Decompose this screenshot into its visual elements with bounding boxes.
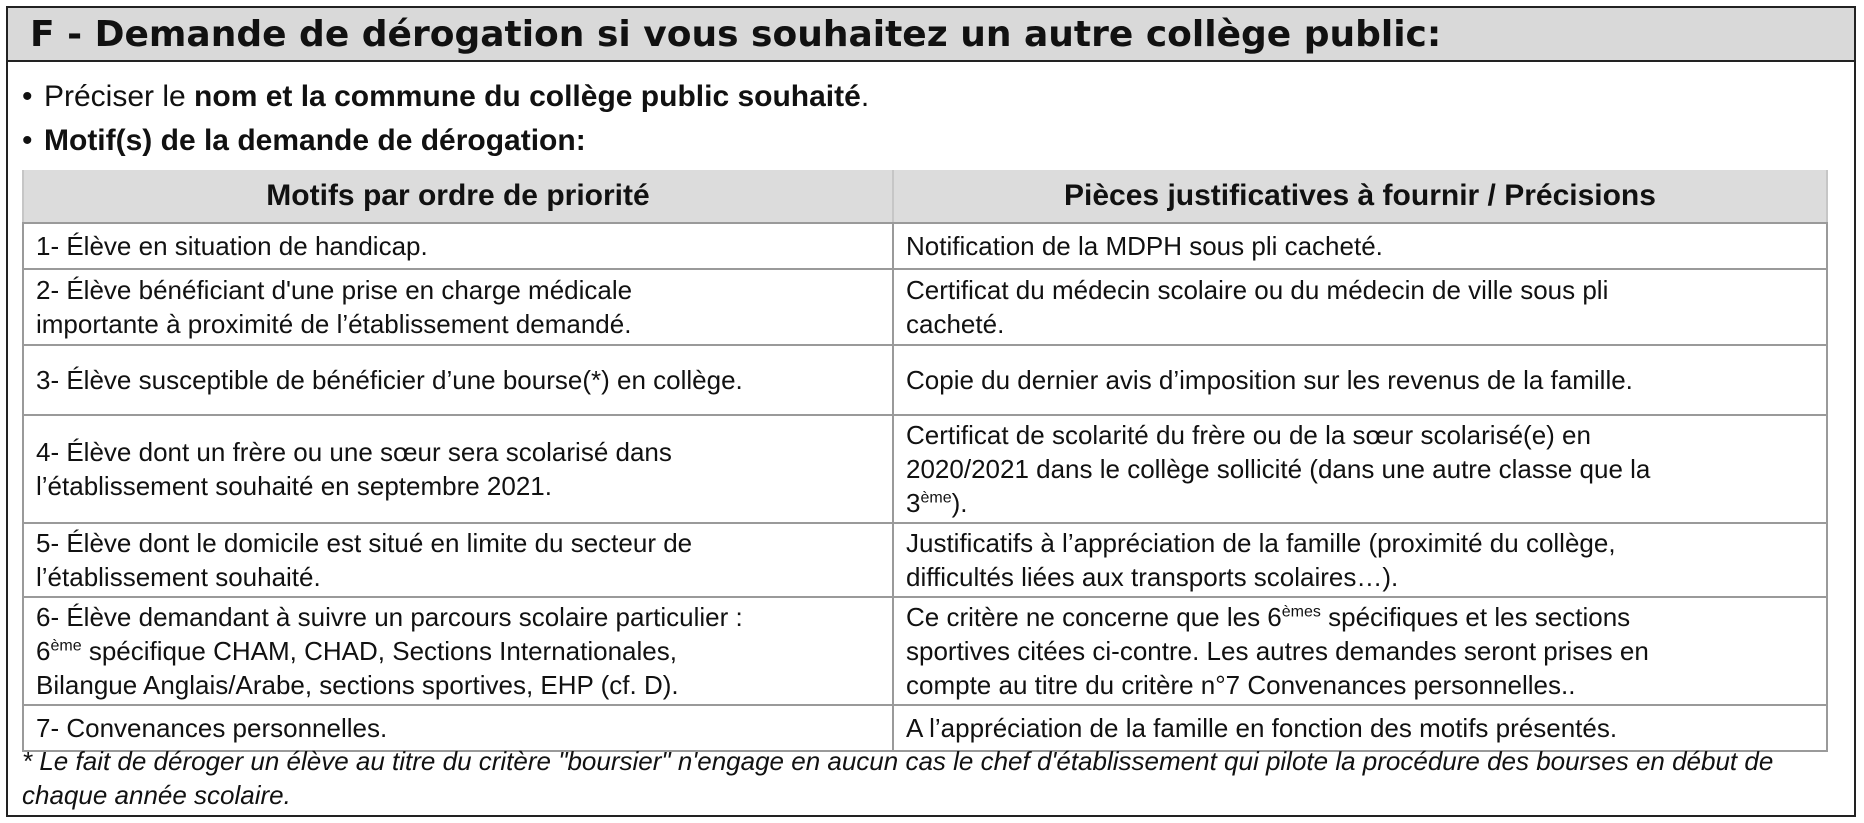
pieces-cell: [893, 597, 1827, 705]
motif-cell: 3- Élève susceptible de bénéficier d’une bourse(*) en collège.: [23, 345, 893, 415]
bullet: •: [22, 80, 33, 113]
ordinal-sup: ème: [50, 637, 82, 655]
instruction-line-1: [22, 80, 869, 114]
header-pieces: Pièces justificatives à fournir / Précisions: [893, 170, 1827, 223]
motif-cell: 7- Convenances personnelles.: [23, 705, 893, 751]
instruction-1-suffix: .: [860, 80, 870, 113]
instruction-line-2: [22, 124, 586, 158]
table-row: [23, 269, 1827, 345]
pieces-cell: Notification de la MDPH sous pli cacheté.: [893, 223, 1827, 269]
motif-text: 6- Élève demandant à suivre un parcours scolaire particulier : 6: [36, 602, 743, 666]
pieces-cell: Certificat du médecin scolaire ou du médecin de ville sous pli cacheté.: [893, 269, 1827, 345]
section-header: [8, 8, 1854, 62]
header-motifs: Motifs par ordre de priorité: [23, 170, 893, 223]
pieces-text-end: ).: [951, 488, 968, 518]
pieces-cell: [893, 415, 1827, 523]
pieces-text: Certificat de scolarité du frère ou de la sœur scolarisé(e) en 2020/2021 dans le collège sollicité (dans une autre classe que la 3: [906, 420, 1651, 518]
table-row: [23, 415, 1827, 523]
ordinal-sup: ème: [920, 489, 952, 507]
pieces-text-end: spécifiques et les sections sportives citées ci-contre. Les autres demandes seront prises en compte au titre du critère n°7 Convenances personnelles..: [906, 602, 1649, 700]
motif-text-end: spécifique CHAM, CHAD, Sections Internationales, Bilangue Anglais/Arabe, sections sportives, EHP (cf. D).: [36, 636, 679, 700]
motif-cell: 5- Élève dont le domicile est situé en limite du secteur de l’établissement souhaité.: [23, 523, 893, 597]
motif-cell: 4- Élève dont un frère ou une sœur sera scolarisé dans l’établissement souhaité en septembre 2021.: [23, 415, 893, 523]
table-row: [23, 345, 1827, 415]
table-row: [23, 523, 1827, 597]
motif-cell: [23, 597, 893, 705]
motifs-table: [22, 170, 1828, 752]
pieces-cell: Copie du dernier avis d’imposition sur les revenus de la famille.: [893, 345, 1827, 415]
bullet: •: [22, 124, 33, 157]
table-row: [23, 223, 1827, 269]
pieces-cell: Justificatifs à l’appréciation de la famille (proximité du collège, difficultés liées aux transports scolaires…).: [893, 523, 1827, 597]
pieces-cell: A l’appréciation de la famille en fonction des motifs présentés.: [893, 705, 1827, 751]
instruction-1-bold: nom et la commune du collège public souhaité: [194, 80, 861, 113]
table-header-row: [23, 170, 1827, 223]
footnote: * Le fait de déroger un élève au titre du critère "boursier" n'engage en aucun cas le chef d'établissement qui pilote la procédure des bourses en début de chaque année scolaire.: [22, 746, 1774, 810]
motif-cell: 2- Élève bénéficiant d'une prise en charge médicale importante à proximité de l’établissement demandé.: [23, 269, 893, 345]
ordinal-sup: èmes: [1281, 603, 1321, 621]
motif-cell: 1- Élève en situation de handicap.: [23, 223, 893, 269]
table-row: [23, 597, 1827, 705]
section-title: F - Demande de dérogation si vous souhaitez un autre collège public:: [30, 14, 1442, 55]
instruction-1-prefix: Préciser le: [44, 80, 195, 113]
pieces-text: Ce critère ne concerne que les 6: [906, 602, 1282, 632]
instruction-2-bold: Motif(s) de la demande de dérogation:: [44, 124, 586, 157]
